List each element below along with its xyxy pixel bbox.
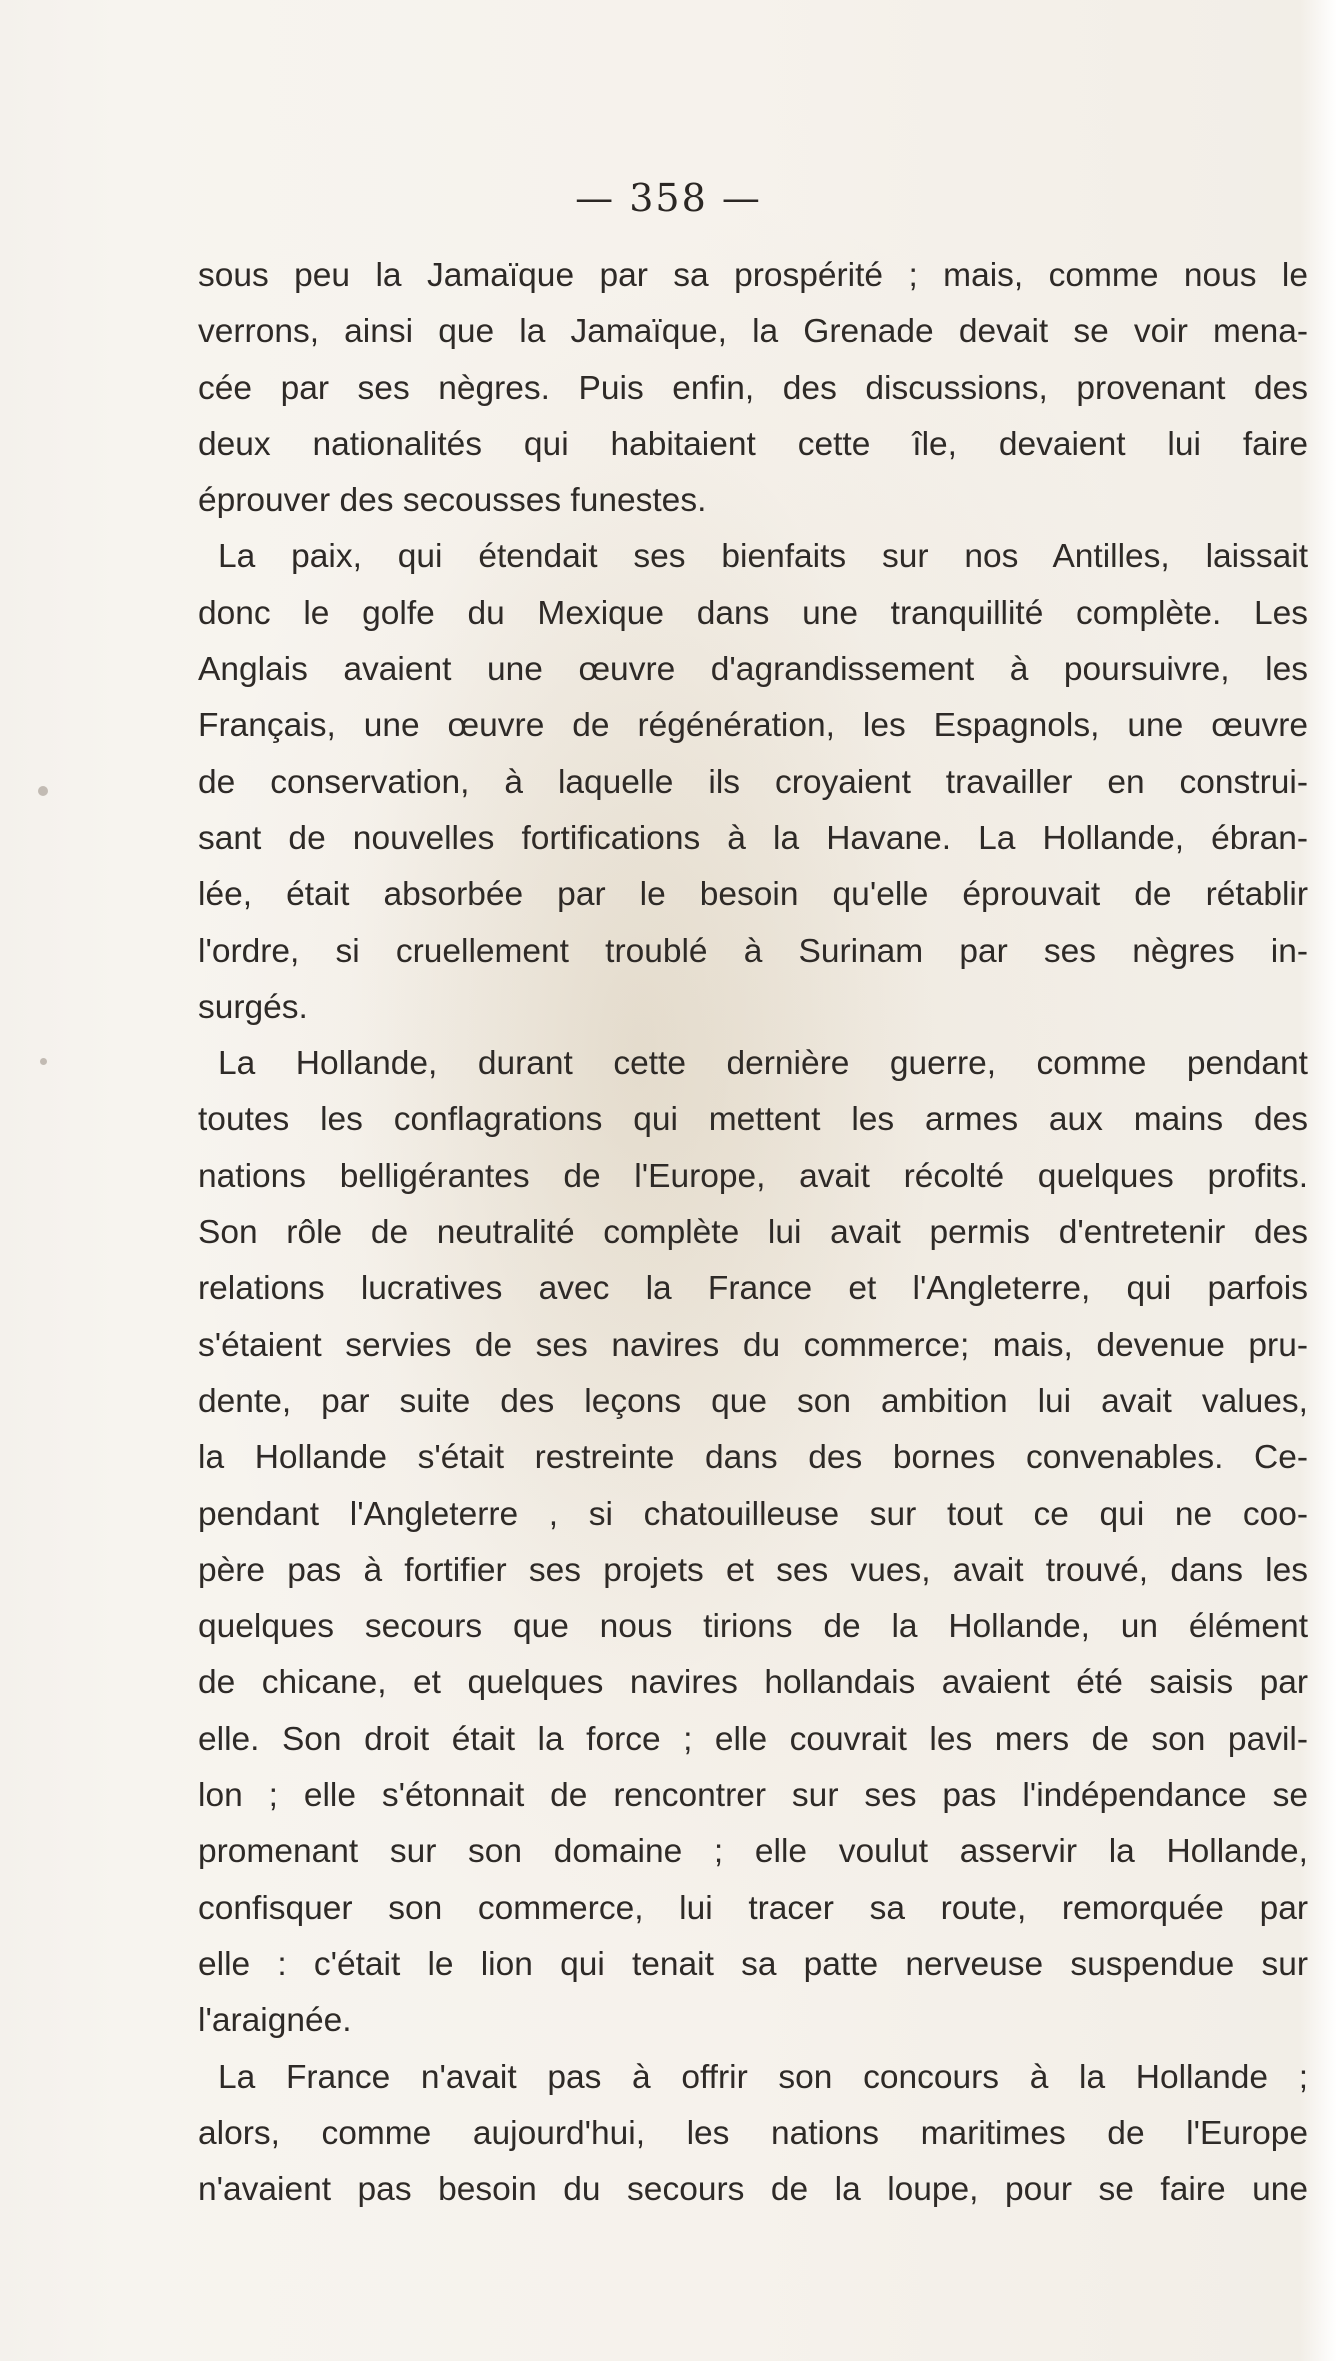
text-line: relations lucratives avec la France et l'Angleterre, qui parfois	[198, 1270, 1308, 1308]
text-line: père pas à fortifier ses projets et ses vues, avait trouvé, dans les	[198, 1551, 1308, 1589]
text-line: s'étaient servies de ses navires du commerce; mais, devenue pru-	[198, 1326, 1308, 1364]
paper-spot	[40, 1058, 47, 1065]
page-number: — 358 —	[575, 176, 762, 220]
text-line: sous peu la Jamaïque par sa prospérité ; mais, comme nous le	[198, 257, 1308, 294]
text-line: l'araignée.	[198, 2002, 352, 2040]
text-line: promenant sur son domaine ; elle voulut asservir la Hollande,	[198, 1833, 1308, 1871]
text-line: dente, par suite des leçons que son ambition lui avait values,	[198, 1382, 1308, 1420]
text-line: toutes les conflagrations qui mettent les armes aux mains des	[198, 1101, 1308, 1139]
text-line: La paix, qui étendait ses bienfaits sur nos Antilles, laissait	[218, 538, 1308, 576]
text-line: pendant l'Angleterre , si chatouilleuse sur tout ce qui ne coo-	[198, 1495, 1308, 1533]
text-line: surgés.	[198, 988, 308, 1026]
paper-spot	[38, 786, 48, 796]
text-line: La France n'avait pas à offrir son concours à la Hollande ;	[218, 2058, 1308, 2096]
text-line: quelques secours que nous tirions de la Hollande, un élément	[198, 1608, 1308, 1646]
text-line: verrons, ainsi que la Jamaïque, la Grenade devait se voir mena-	[198, 313, 1308, 351]
text-line: lée, était absorbée par le besoin qu'elle éprouvait de rétablir	[198, 876, 1308, 914]
text-line: Français, une œuvre de régénération, les Espagnols, une œuvre	[198, 707, 1308, 745]
text-line: Son rôle de neutralité complète lui avait permis d'entretenir des	[198, 1214, 1308, 1252]
text-line: de chicane, et quelques navires hollandais avaient été saisis par	[198, 1664, 1308, 1702]
text-line: donc le golfe du Mexique dans une tranquillité complète. Les	[198, 594, 1308, 632]
text-line: de conservation, à laquelle ils croyaient travailler en construi-	[198, 763, 1308, 801]
text-line: elle. Son droit était la force ; elle couvrait les mers de son pavil-	[198, 1720, 1308, 1758]
text-line: deux nationalités qui habitaient cette île, devaient lui faire	[198, 425, 1308, 463]
text-line: éprouver des secousses funestes.	[198, 482, 707, 520]
text-line: alors, comme aujourd'hui, les nations maritimes de l'Europe	[198, 2114, 1308, 2152]
text-line: Anglais avaient une œuvre d'agrandissement à poursuivre, les	[198, 651, 1308, 689]
text-line: cée par ses nègres. Puis enfin, des discussions, provenant des	[198, 369, 1308, 407]
text-line: confisquer son commerce, lui tracer sa route, remorquée par	[198, 1889, 1308, 1927]
text-line: sant de nouvelles fortifications à la Havane. La Hollande, ébran-	[198, 819, 1308, 857]
text-line: nations belligérantes de l'Europe, avait récolté quelques profits.	[198, 1157, 1308, 1195]
text-line: n'avaient pas besoin du secours de la loupe, pour se faire une	[198, 2171, 1308, 2209]
text-line: lon ; elle s'étonnait de rencontrer sur ses pas l'indépendance se	[198, 1777, 1308, 1815]
text-line: l'ordre, si cruellement troublé à Surinam par ses nègres in-	[198, 932, 1308, 970]
body-text	[198, 248, 1308, 2218]
text-line: La Hollande, durant cette dernière guerre, comme pendant	[218, 1045, 1308, 1083]
text-line: elle : c'était le lion qui tenait sa patte nerveuse suspendue sur	[198, 1945, 1308, 1983]
text-line: la Hollande s'était restreinte dans des bornes convenables. Ce-	[198, 1439, 1308, 1477]
